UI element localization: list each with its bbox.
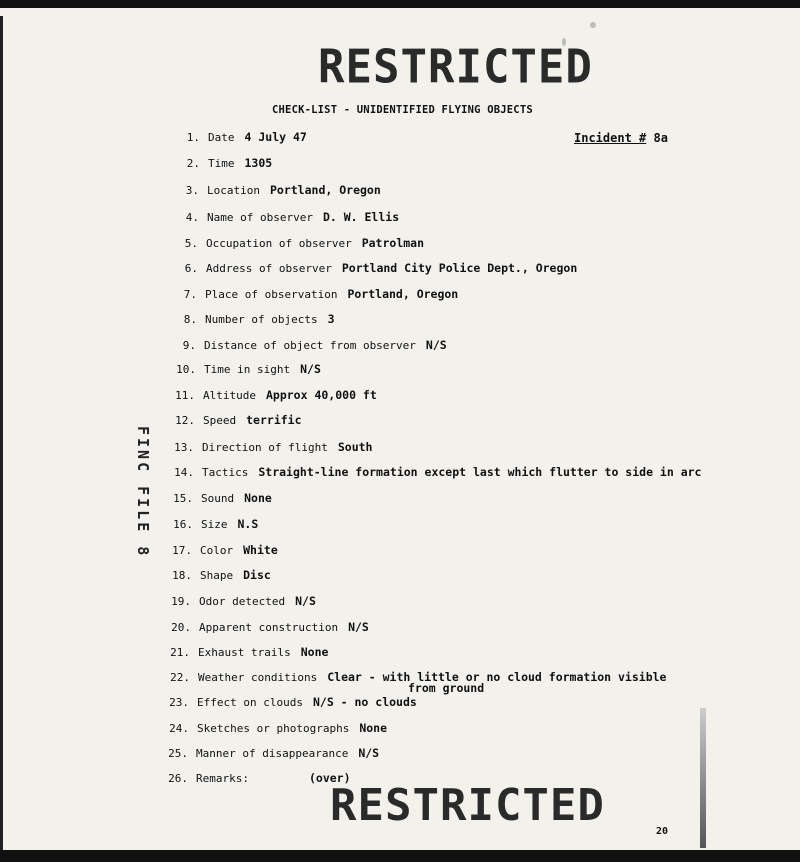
scan-smudge [562, 38, 566, 46]
checklist-item: 25. Manner of disappearance N/S [168, 746, 380, 760]
form-title: CHECK-LIST - UNIDENTIFIED FLYING OBJECTS [272, 104, 533, 116]
checklist-item: 17. Color White [172, 543, 278, 557]
checklist-item: 18. Shape Disc [172, 568, 271, 582]
checklist-item: 16. Size N.S [173, 517, 259, 531]
incident-number [574, 131, 668, 145]
checklist-item: 14. Tactics Straight-line formation except last which flutter to side in arc [174, 465, 702, 479]
checklist-item: 9. Distance of object from observer N/S [182, 338, 447, 352]
side-file-label: FINC FILE 8 [134, 426, 152, 559]
checklist-item: 15. Sound None [173, 491, 272, 505]
checklist-item: 10. Time in sight N/S [176, 362, 321, 376]
restricted-stamp-top: RESTRICTED [318, 40, 593, 95]
checklist-item: 3. Location Portland, Oregon [185, 183, 381, 197]
scan-top-edge [0, 0, 800, 8]
checklist-item: 8. Number of objects 3 [183, 312, 335, 326]
checklist-item: 7. Place of observation Portland, Oregon [183, 287, 459, 301]
checklist-item: 1. Date 4 July 47 [186, 130, 307, 144]
incident-value: 8a [653, 131, 668, 145]
page-number: 20 [656, 826, 669, 837]
checklist-item: 4. Name of observer D. W. Ellis [185, 210, 400, 224]
checklist-item: 6. Address of observer Portland City Police Dept., Oregon [184, 261, 578, 275]
scan-smudge [590, 22, 596, 28]
checklist-item: 20. Apparent construction N/S [171, 620, 369, 634]
restricted-stamp-bottom: RESTRICTED [330, 780, 605, 831]
checklist-item: 13. Direction of flight South [174, 440, 373, 454]
scan-bottom-edge [0, 850, 800, 862]
checklist-item: 21. Exhaust trails None [170, 645, 329, 659]
checklist-item: 24. Sketches or photographs None [169, 721, 388, 735]
margin-mark [700, 708, 706, 848]
checklist-item: 12. Speed terrific [175, 413, 302, 427]
checklist-item: 26. Remarks: (over) [168, 771, 351, 785]
checklist-item: 11. Altitude Approx 40,000 ft [175, 388, 377, 402]
checklist-item-continuation: from ground [408, 681, 485, 695]
document-page [0, 8, 800, 858]
checklist-item: 22. Weather conditions Clear - with little or no cloud formation visible [170, 670, 667, 684]
checklist-item: 2. Time 1305 [186, 156, 273, 170]
checklist-item: 19. Odor detected N/S [171, 594, 316, 608]
checklist-item: 5. Occupation of observer Patrolman [184, 236, 425, 250]
checklist-item: 23. Effect on clouds N/S - no clouds [169, 695, 417, 709]
incident-label: Incident # [574, 131, 647, 145]
scan-left-edge [0, 16, 3, 858]
